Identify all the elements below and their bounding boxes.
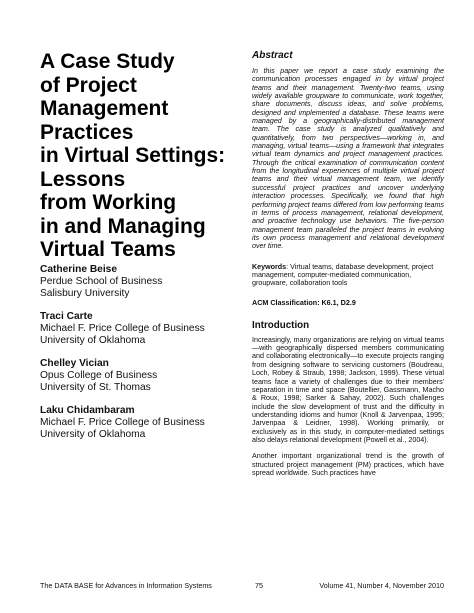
author-name: Laku Chidambaram [40,405,135,416]
keywords-text: : Virtual teams, database development, project management, computer-mediated communication, groupware, collaboration tools [252,262,434,288]
abstract-heading: Abstract [252,50,293,61]
abstract-text: In this paper we report a case study examining the communication processes engaged in by virtual project teams and their management. Twenty-two teams, using widely available groupware to communicate, work together, share documents, discuss ideas, and solve problems, designed and implemented a database. These teams were managed by a geographically-distributed management team. The case study is analyzed qualitatively and quantitatively, from two perspectives—working in, and managing, virtual teams—using a framework that integrates virtual team dynamics and project management practices. Through the critical examination of communication content from the longitudinal experiences of multiple virtual project teams and their virtual management team, we identify successful project practices and uncover underlying interaction processes. Specifically, we found that high performing project teams differed from low performing teams in terms of process management, relational development, and proactive technology use behaviors. The five-person management team paralleled the project teams in evolving its own process management and relational development over time. [252,67,444,251]
title-line: A Case Study [40,50,175,73]
page-footer [40,581,444,591]
author-block [40,405,240,441]
title-line: Lessons [40,167,126,191]
title-line: of Project [40,73,137,97]
title-line: in Virtual Settings: [40,144,226,167]
footer-journal: The DATA BASE for Advances in Information Systems [40,581,212,590]
title-line: Virtual Teams [40,238,176,261]
introduction-paragraph: Another important organizational trend is the growth of structured project management (PM) practices, which have spread worldwide. Such practices have [252,452,444,477]
paper-title [40,50,240,262]
author-affiliation: University of St. Thomas [40,382,151,393]
author-affiliation: Perdue School of Business [40,276,163,287]
author-affiliation: Michael F. Price College of Business [40,323,205,334]
title-line: in and Managing [40,214,206,238]
acm-classification: ACM Classification: K6.1, D2.9 [252,297,356,307]
footer-volume: Volume 41, Number 4, November 2010 [319,581,444,590]
footer-page-number: 75 [255,581,263,590]
keywords-label: Keywords [252,262,287,271]
author-affiliation: Opus College of Business [40,370,158,381]
title-line: Management [40,97,169,120]
author-affiliation: Salisbury University [40,288,130,299]
title-line: from Working [40,191,177,214]
author-affiliation: University of Oklahoma [40,335,146,346]
introduction-paragraph: Increasingly, many organizations are relying on virtual teams—with geographically dispersed members communicating and collaborating electronically—to execute projects ranging from designing software to servicing customers (Boudreau, Loch, Robey & Straub, 1998; Jackson, 1999). These virtual teams face a variety of challenges due to their members' separation in time and space (Boutellier, Gassmann, Macho & Roux, 1998; Sarker & Sahay, 2002). Such challenges include the slow development of trust and the difficulty in understanding idioms and humor (Knoll & Jarvenpaa, 1995; Jarvenpaa & Leidner, 1998). Working primarily, or exclusively as in this study, in computer-mediated settings also delays relational development (Powell et al., 2004). [252,335,444,444]
author-name: Traci Carte [40,311,93,322]
author-name: Chelley Vician [40,358,109,369]
author-affiliation: University of Oklahoma [40,429,146,440]
author-name: Catherine Beise [40,264,118,275]
author-block [40,358,240,394]
title-line: Practices [40,120,134,144]
keywords [252,263,444,288]
author-affiliation: Michael F. Price College of Business [40,417,205,428]
author-block [40,311,240,347]
introduction-heading: Introduction [252,319,310,331]
author-block [40,264,240,300]
author-list [40,264,240,452]
right-column [252,50,444,477]
